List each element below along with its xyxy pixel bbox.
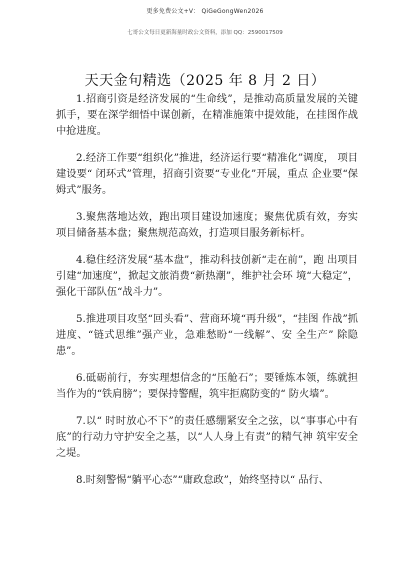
document-body [56, 92, 358, 500]
page-title: 天天金句精选（2025 年 8 月 2 日） [84, 73, 326, 89]
header-sub-line: 七哥公文每日更新海量时政公文资料，添加 QQ：2590017509 [127, 30, 283, 36]
paragraph-7: 7.以“ 时时放心不下”的责任感绷紧安全之弦，以“事事心中有底”的行动力守护安全之基，以“人人身上有责”的精气神 筑牢安全之堤。 [56, 416, 358, 459]
paragraph-1: 1.招商引资是经济发展的“生命线”，是推动高质量发展的关键抓手，要在深学细悟中谋创新，在精准施策中提效能，在挂图作战中抢进度。 [56, 94, 358, 137]
paragraph-3: 3.聚焦落地达效，跑出项目建设加速度；聚焦优质有效，夯实项目储备基本盘；聚焦规范高效，打造项目服务新标杆。 [56, 212, 358, 239]
paragraph-5: 5.推进项目攻坚“回头看”、营商环境“再升级”，“挂图 作战”抓进度、“链式思维”强产业，急难愁盼“一线解”、安 全生产” 除隐患”。 [56, 314, 358, 357]
paragraph-8: 8.时刻警惕“躺平心态”“庸政怠政”，始终坚持以“ 品行、 [76, 475, 329, 486]
header-promo-line: 更多免费公文+V： QiGeGongWen2026 [146, 8, 264, 15]
paragraph-6: 6.砥砺前行，夯实理想信念的“压舱石”；要锤炼本领，练就担当作为的“铁肩膀”；要保持警醒，筑牢拒腐防变的“ 防火墙”。 [56, 373, 358, 400]
paragraph-4: 4.稳住经济发展“基本盘”，推动科技创新“走在前”，跑 出项目引建“加速度”，掀起文旅消费“新热潮”，维护社会环 境“大稳定”，强化干部队伍“战斗力”。 [56, 255, 358, 298]
paragraph-2: 2.经济工作要“组织化”推进，经济运行要“精准化”调度， 项目建设要“ 闭环式”管理，招商引资要“专业化”开展，重点 企业要“保姆式”服务。 [56, 153, 358, 196]
